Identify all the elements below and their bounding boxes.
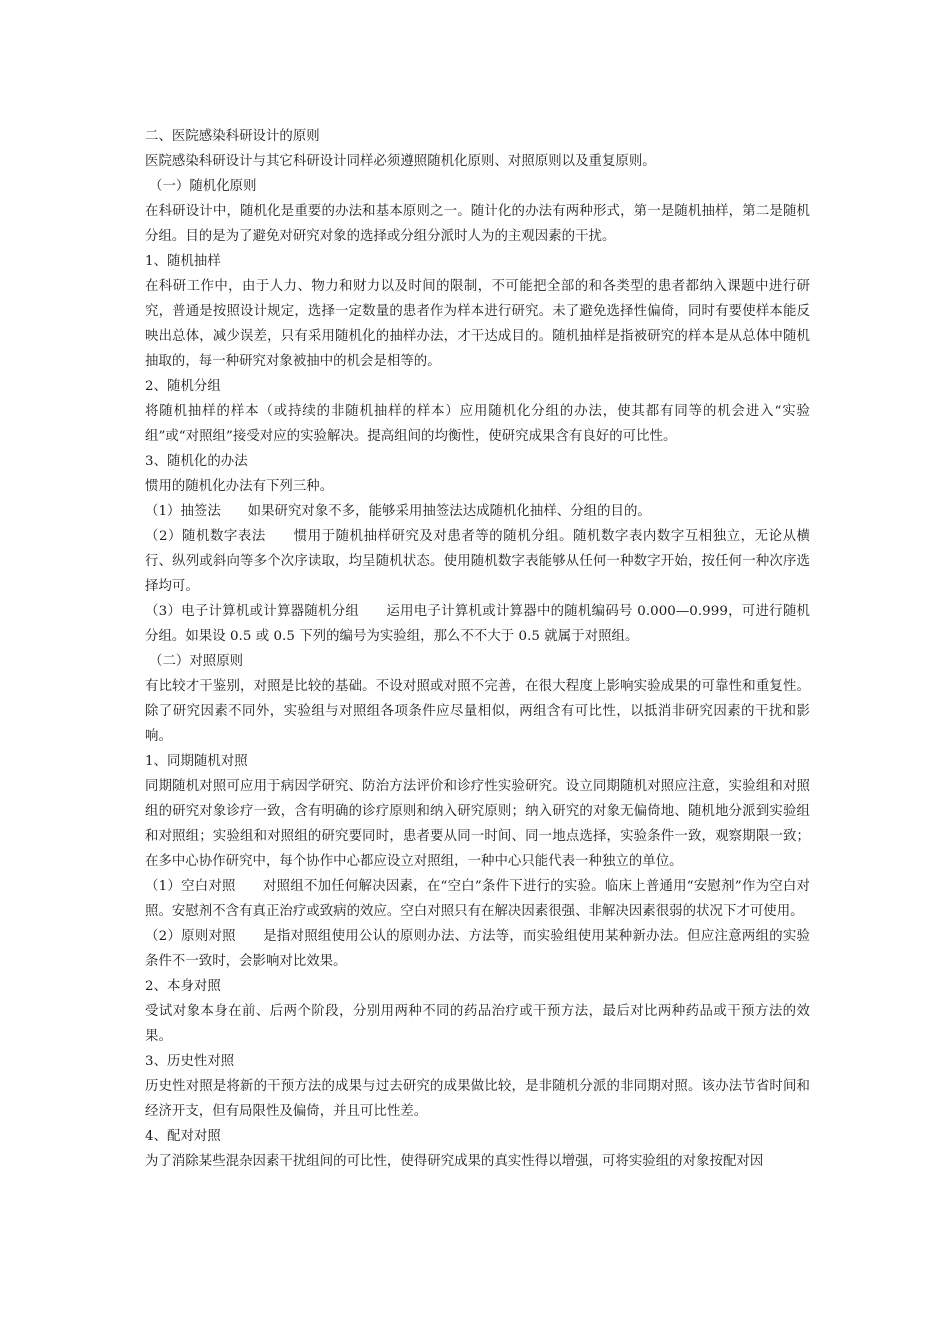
paragraph: （1）抽签法 如果研究对象不多，能够采用抽签法达成随机化抽样、分组的目的。	[145, 504, 651, 519]
paragraph: （3）电子计算机或计算器随机分组 运用电子计算机或计算器中的随机编码号 0.000—0.999，可进行随机分组。如果设 0.5 或 0.5 下列的编号为实验组，那么不不大于 0.5 就属于对照组。	[145, 604, 810, 644]
paragraph: 将随机抽样的样本（或持续的非随机抽样的样本）应用随机化分组的办法，使其都有同等的机会进入“实验组”或“对照组”接受对应的实验解决。提高组间的均衡性，使研究成果含有良好的可比性。	[145, 404, 810, 444]
item-heading: 3、历史性对照	[145, 1054, 235, 1069]
paragraph: 为了消除某些混杂因素干扰组间的可比性，使得研究成果的真实性得以增强，可将实验组的对象按配对因	[145, 1154, 764, 1169]
item-heading: 3、随机化的办法	[145, 454, 248, 469]
item-heading: 4、配对对照	[145, 1129, 221, 1144]
item-heading: 1、同期随机对照	[145, 754, 248, 769]
subsection-heading: （一）随机化原则	[149, 179, 257, 194]
paragraph: 在科研设计中，随机化是重要的办法和基本原则之一。随计化的办法有两种形式，第一是随机抽样，第二是随机分组。目的是为了避免对研究对象的选择或分组分派时人为的主观因素的干扰。	[145, 204, 810, 244]
paragraph: 受试对象本身在前、后两个阶段，分别用两种不同的药品治疗或干预方法，最后对比两种药品或干预方法的效果。	[145, 1004, 810, 1044]
paragraph: 在科研工作中，由于人力、物力和财力以及时间的限制，不可能把全部的和各类型的患者都纳入课题中进行研究，普通是按照设计规定，选择一定数量的患者作为样本进行研究。未了避免选择性偏倚，同时有要使样本能反映出总体，减少误差，只有采用随机化的抽样办法，才干达成目的。随机抽样是指被研究的样本是从总体中随机抽取的，每一种研究对象被抽中的机会是相等的。	[145, 279, 810, 369]
paragraph: 有比较才干鉴别，对照是比较的基础。不设对照或对照不完善，在很大程度上影响实验成果的可靠性和重复性。除了研究因素不同外，实验组与对照组各项条件应尽量相似，两组含有可比性，以抵消非研究因素的干扰和影响。	[145, 679, 810, 744]
paragraph: 同期随机对照可应用于病因学研究、防治方法评价和诊疗性实验研究。设立同期随机对照应注意，实验组和对照组的研究对象诊疗一致，含有明确的诊疗原则和纳入研究原则；纳入研究的对象无偏倚地、随机地分派到实验组和对照组；实验组和对照组的研究要同时，患者要从同一时间、同一地点选择，实验条件一致，观察期限一致；在多中心协作研究中，每个协作中心都应设立对照组，一种中心只能代表一种独立的单位。	[145, 779, 810, 869]
item-heading: 1、随机抽样	[145, 254, 221, 269]
paragraph: （1）空白对照 对照组不加任何解决因素，在“空白”条件下进行的实验。临床上普通用“安慰剂”作为空白对照。安慰剂不含有真正治疗或致病的效应。空白对照只有在解决因素很强、非解决因素很弱的状况下才可使用。	[145, 879, 810, 919]
document-body	[145, 124, 810, 1174]
paragraph: （2）随机数字表法 惯用于随机抽样研究及对患者等的随机分组。随机数字表内数字互相独立，无论从横行、纵列或斜向等多个次序读取，均呈随机状态。使用随机数字表能够从任何一种数字开始，按任何一种次序选择均可。	[145, 529, 810, 594]
item-heading: 2、随机分组	[145, 379, 221, 394]
paragraph: 医院感染科研设计与其它科研设计同样必须遵照随机化原则、对照原则以及重复原则。	[145, 154, 656, 169]
item-heading: 2、本身对照	[145, 979, 221, 994]
paragraph: 惯用的随机化办法有下列三种。	[145, 479, 334, 494]
section-heading: 二、医院感染科研设计的原则	[145, 129, 320, 144]
subsection-heading: （二）对照原则	[149, 654, 244, 669]
paragraph: （2）原则对照 是指对照组使用公认的原则办法、方法等，而实验组使用某种新办法。但应注意两组的实验条件不一致时，会影响对比效果。	[145, 929, 810, 969]
paragraph: 历史性对照是将新的干预方法的成果与过去研究的成果做比较，是非随机分派的非同期对照。该办法节省时间和经济开支，但有局限性及偏倚，并且可比性差。	[145, 1079, 810, 1119]
